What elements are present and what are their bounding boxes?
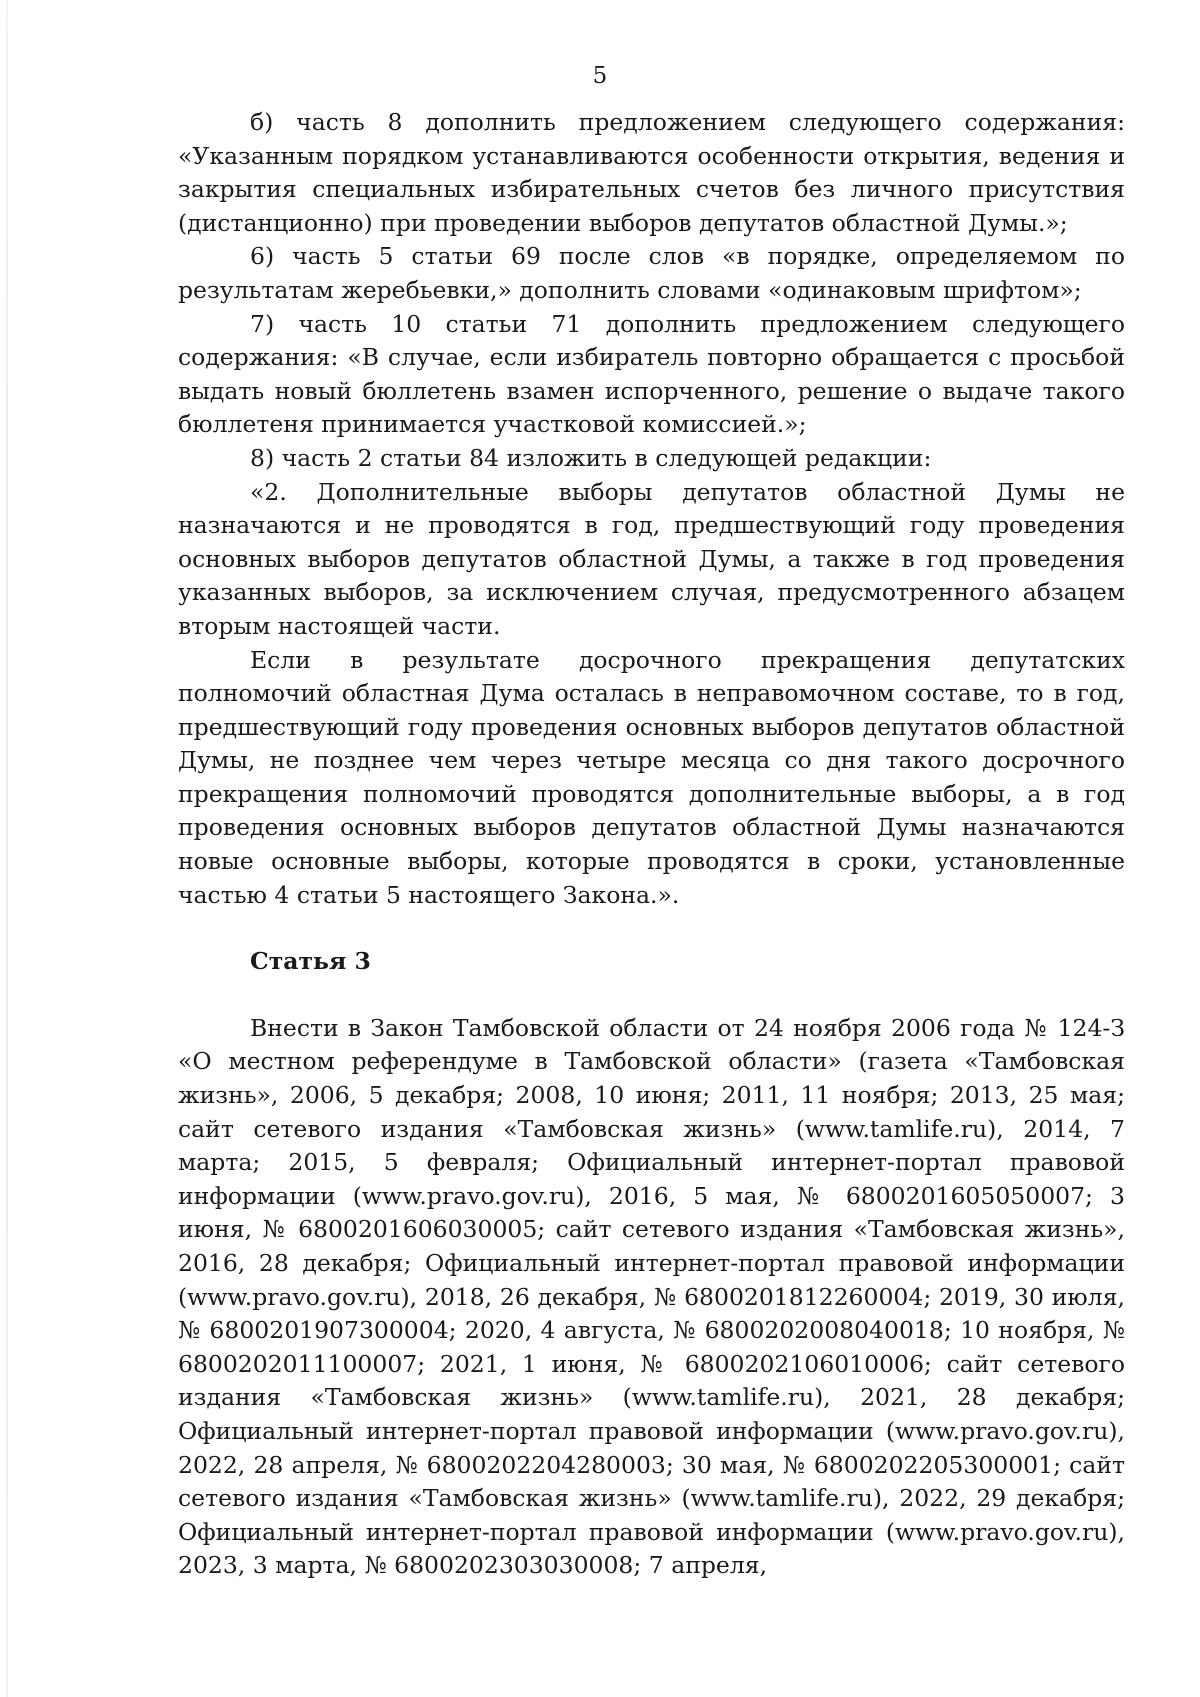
page-number: 5 xyxy=(592,63,608,89)
article-3-paragraph: Внести в Закон Тамбовской области от 24 ноября 2006 года № 124-З «О местном референдуме в Тамбовской области» (газета «Тамбовская жизнь», 2006, 5 декабря; 2008, 10 июня; 2011, 11 ноября; 2013, 25 мая; сайт сетевого издания «Тамбовская жизнь» (www.tamlife.ru), 2014, 7 марта; 2015, 5 февраля; Официальный интернет-портал правовой информации (www.pravo.gov.ru), 2016, 5 мая, № 6800201605050007; 3 июня, № 6800201606030005; сайт сетевого издания «Тамбовская жизнь», 2016, 28 декабря; Официальный интернет-портал правовой информации (www.pravo.gov.ru), 2018, 26 декабря, № 6800201812260004; 2019, 30 июля, № 6800201907300004; 2020, 4 августа, № 6800202008040018; 10 ноября, № 6800202011100007; 2021, 1 июня, № 6800202106010006; сайт сетевого издания «Тамбовская жизнь» (www.tamlife.ru), 2021, 28 декабря; Официальный интернет-портал правовой информации (www.pravo.gov.ru), 2022, 28 апреля, № 6800202204280003; 30 мая, № 6800202205300001; сайт сетевого издания «Тамбовская жизнь» (www.tamlife.ru), 2022, 29 декабря; Официальный интернет-портал правовой информации (www.pravo.gov.ru), 2023, 3 марта, № 6800202303030008; 7 апреля, xyxy=(178,1013,1125,1580)
paragraph-amendment-6: 6) часть 5 статьи 69 после слов «в порядке, определяемом по результатам жеребьевки,» дополнить словами «одинаковым шрифтом»; xyxy=(178,242,1125,304)
paragraph-part-2-second: Если в результате досрочного прекращения депутатских полномочий областная Дума осталась в неправомочном составе, то в год, предшествующий году проведения основных выборов депутатов областной Думы, не позднее чем через четыре месяца со дня такого досрочного прекращения полномочий проводятся дополнительные выборы, а в год проведения основных выборов депутатов областной Думы назначаются новые основные выборы, которые проводятся в сроки, установленные частью 4 статьи 5 настоящего Закона.». xyxy=(178,645,1125,909)
paragraph-amendment-8: 8) часть 2 статьи 84 изложить в следующей редакции: xyxy=(250,443,932,472)
scan-edge xyxy=(6,0,8,1697)
paragraph-part-2: «2. Дополнительные выборы депутатов областной Думы не назначаются и не проводятся в год, предшествующий году проведения основных выборов депутатов областной Думы, а также в год проведения указанных выборов, за исключением случая, предусмотренного абзацем вторым настоящей части. xyxy=(178,477,1125,640)
paragraph-amendment-b: б) часть 8 дополнить предложением следующего содержания: «Указанным порядком устанавливаются особенности открытия, ведения и закрытия специальных избирательных счетов без личного присутствия (дистанционно) при проведении выборов депутатов областной Думы.»; xyxy=(178,108,1125,237)
paragraph-amendment-7: 7) часть 10 статьи 71 дополнить предложением следующего содержания: «В случае, если избиратель повторно обращается с просьбой выдать новый бюллетень взамен испорченного, решение о выдаче такого бюллетеня принимается участковой комиссией.»; xyxy=(178,309,1125,439)
article-heading: Статья 3 xyxy=(250,947,371,976)
document-body xyxy=(178,106,1125,1583)
